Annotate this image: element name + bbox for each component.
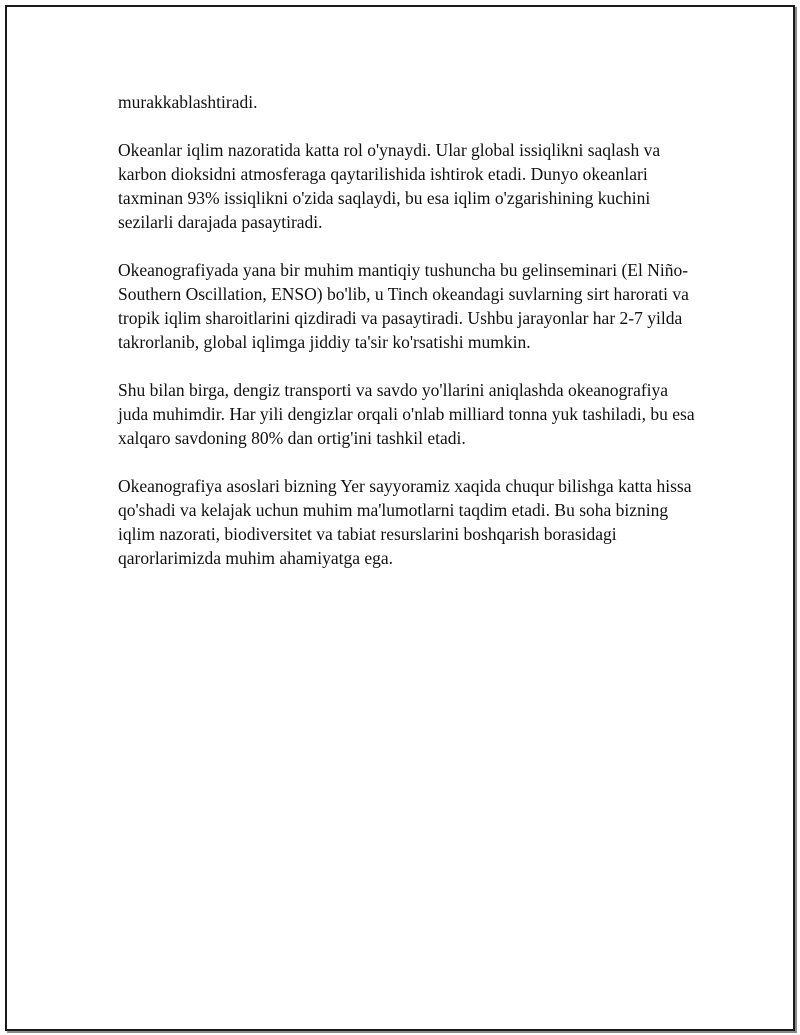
paragraph-maritime-transport: Shu bilan birga, dengiz transporti va savdo yo'llarini aniqlashda okeanografiya juda muhimdir. Har yili dengizlar orqali o'nlab milliard tonna yuk tashiladi, bu esa xalqaro savdoning 80% dan ortig'ini tashkil etadi.	[118, 380, 695, 448]
paragraph-conclusion: Okeanografiya asoslari bizning Yer sayyoramiz xaqida chuqur bilishga katta hissa qo'shadi va kelajak uchun muhim ma'lumotlarni taqdim etadi. Bu soha bizning iqlim nazorati, biodiversitet va tabiat resurslarini boshqarish borasidagi qarorlarimizda muhim ahamiyatga ega.	[118, 476, 692, 568]
paragraph-enso: Okeanografiyada yana bir muhim mantiqiy tushuncha bu gelinseminari (El Niño-Southern Oscillation, ENSO) bo'lib, u Tinch okeandagi suvlarning sirt harorati va tropik iqlim sharoitlarini qizdiradi va pasaytiradi. Ushbu jarayonlar har 2-7 yilda takrorlanib, global iqlimga jiddiy ta'sir ko'rsatishi mumkin.	[118, 260, 689, 352]
paragraph-continuation: murakkablashtiradi.	[118, 92, 258, 112]
document-body	[118, 90, 698, 594]
paragraph-climate-control: Okeanlar iqlim nazoratida katta rol o'ynaydi. Ular global issiqlikni saqlash va karbon dioksidni atmosferaga qaytarilishida ishtirok etadi. Dunyo okeanlari taxminan 93% issiqlikni o'zida saqlaydi, bu esa iqlim o'zgarishining kuchini sezilarli darajada pasaytiradi.	[118, 140, 661, 232]
